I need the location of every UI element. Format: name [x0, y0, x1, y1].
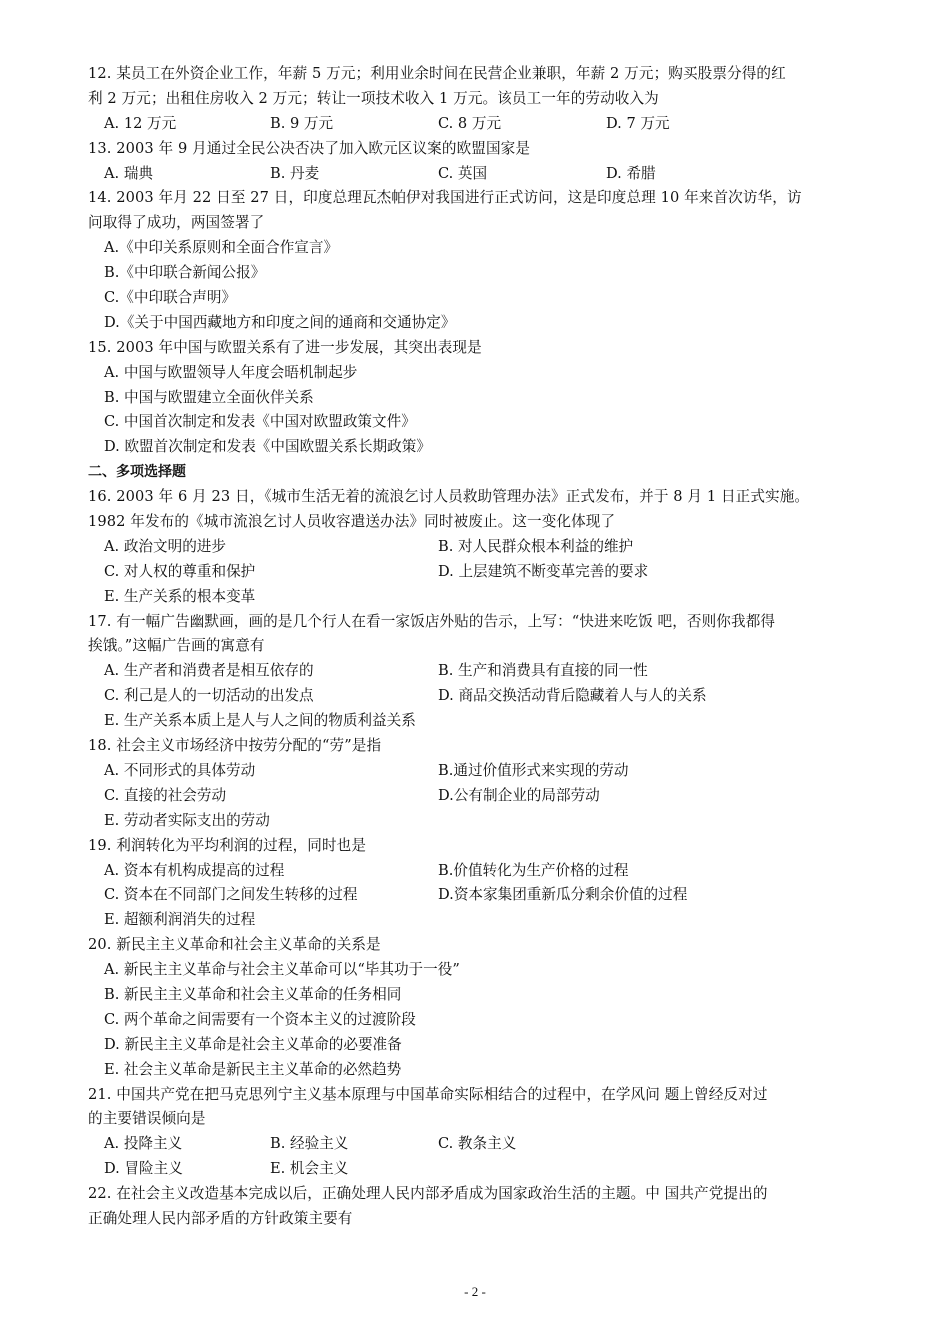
option-e: E. 超额利润消失的过程 — [104, 911, 256, 929]
option-a: A. 瑞典 — [104, 164, 154, 182]
option-a: A. 不同形式的具体劳动 — [104, 761, 256, 779]
option-b: B.价值转化为生产价格的过程 — [438, 861, 629, 879]
question-21-stem-line2: 的主要错误倾向是 — [88, 1110, 206, 1128]
option-b: B. 丹麦 — [270, 164, 320, 182]
section-heading: 二、多项选择题 — [88, 464, 186, 481]
option-d: D. 冒险主义 — [104, 1160, 183, 1178]
question-22-stem-line1: 22. 在社会主义改造基本完成以后，正确处理人民内部矛盾成为国家政治生活的主题。中 国共产党提出的 — [88, 1185, 768, 1203]
option-d: D. 7 万元 — [606, 114, 670, 132]
option-b: B.通过价值形式来实现的劳动 — [438, 761, 629, 779]
option-d: D. 上层建筑不断变革完善的要求 — [438, 562, 649, 580]
question-18-options-row1 — [88, 759, 866, 784]
option-b: B. 中国与欧盟建立全面伙伴关系 — [104, 388, 314, 406]
option-c: C. 两个革命之间需要有一个资本主义的过渡阶段 — [104, 1010, 416, 1028]
option-a: A. 资本有机构成提高的过程 — [104, 861, 285, 879]
question-16-stem-line2: 1982 年发布的《城市流浪乞讨人员收容遣送办法》同时被废止。这一变化体现了 — [88, 513, 616, 531]
question-21-options-row2 — [88, 1157, 866, 1182]
question-17-options-row1 — [88, 659, 866, 684]
question-12-options — [88, 112, 866, 137]
option-c: C. 对人权的尊重和保护 — [104, 562, 256, 580]
option-a: A. 投降主义 — [104, 1135, 183, 1153]
option-c: C. 英国 — [438, 164, 488, 182]
question-12-stem-line1: 12. 某员工在外资企业工作，年薪 5 万元；利用业余时间在民营企业兼职，年薪 2 万元；购买股票分得的红 — [88, 65, 786, 82]
page-number: - 2 - — [464, 1284, 486, 1299]
option-d: D.《关于中国西藏地方和印度之间的通商和交通协定》 — [104, 313, 456, 331]
question-16-options-row1 — [88, 535, 866, 560]
question-17-stem-line1: 17. 有一幅广告幽默画，画的是几个行人在看一家饭店外贴的告示，上写：“快进来吃饭 吧，否则你我都得 — [88, 612, 776, 630]
question-13-options — [88, 162, 866, 187]
question-22-stem-line2: 正确处理人民内部矛盾的方针政策主要有 — [88, 1209, 353, 1227]
option-c: C. 中国首次制定和发表《中国对欧盟政策文件》 — [104, 413, 416, 431]
option-a: A. 政治文明的进步 — [104, 537, 226, 555]
option-a: A. 生产者和消费者是相互依存的 — [104, 662, 314, 680]
question-16-stem-line1: 16. 2003 年 6 月 23 日，《城市生活无着的流浪乞讨人员救助管理办法》正式发布，并于 8 月 1 日正式实施。 — [88, 488, 810, 506]
option-c: C. 资本在不同部门之间发生转移的过程 — [104, 886, 358, 904]
option-d: D. 希腊 — [606, 164, 656, 182]
question-13-stem: 13. 2003 年 9 月通过全民公决否决了加入欧元区议案的欧盟国家是 — [88, 139, 531, 157]
option-d: D. 欧盟首次制定和发表《中国欧盟关系长期政策》 — [104, 438, 431, 456]
question-14-stem-line2: 问取得了成功，两国签署了 — [88, 214, 265, 232]
option-c: C.《中印联合声明》 — [104, 289, 237, 307]
option-a: A. 新民主主义革命与社会主义革命可以“毕其功于一役” — [104, 961, 460, 979]
option-c: C. 直接的社会劳动 — [104, 786, 227, 804]
option-b: B.《中印联合新闻公报》 — [104, 264, 266, 282]
option-a: A. 中国与欧盟领导人年度会晤机制起步 — [104, 363, 358, 381]
question-19-options-row1 — [88, 859, 866, 884]
question-17-options-row2 — [88, 684, 866, 709]
option-b: B. 生产和消费具有直接的同一性 — [438, 662, 648, 680]
question-15-stem: 15. 2003 年中国与欧盟关系有了进一步发展，其突出表现是 — [88, 338, 482, 356]
question-14-stem-line1: 14. 2003 年月 22 日至 27 日，印度总理瓦杰帕伊对我国进行正式访问，这是印度总理 10 年来首次访华，访 — [88, 189, 802, 207]
option-a: A.《中印关系原则和全面合作宣言》 — [104, 239, 339, 257]
question-18-stem: 18. 社会主义市场经济中按劳分配的“劳”是指 — [88, 737, 382, 755]
option-c: C. 教条主义 — [438, 1135, 517, 1153]
question-21-options-row1 — [88, 1132, 866, 1157]
option-b: B. 9 万元 — [270, 114, 334, 132]
option-d: D.公有制企业的局部劳动 — [438, 786, 600, 804]
option-d: D. 商品交换活动背后隐藏着人与人的关系 — [438, 687, 707, 705]
question-18-options-row2 — [88, 784, 866, 809]
option-c: C. 8 万元 — [438, 114, 502, 132]
option-b: B. 新民主主义革命和社会主义革命的任务相同 — [104, 985, 402, 1003]
option-b: B. 经验主义 — [270, 1135, 349, 1153]
option-d: D. 新民主主义革命是社会主义革命的必要准备 — [104, 1035, 402, 1053]
question-19-stem: 19. 利润转化为平均利润的过程，同时也是 — [88, 836, 367, 854]
question-20-stem: 20. 新民主主义革命和社会主义革命的关系是 — [88, 936, 381, 954]
option-b: B. 对人民群众根本利益的维护 — [438, 537, 634, 555]
option-e: E. 生产关系的根本变革 — [104, 587, 256, 605]
question-16-options-row2 — [88, 560, 866, 585]
question-12-stem-line2: 利 2 万元；出租住房收入 2 万元；转让一项技术收入 1 万元。该员工一年的劳动收入为 — [88, 89, 659, 107]
option-e: E. 劳动者实际支出的劳动 — [104, 811, 270, 829]
option-a: A. 12 万元 — [104, 114, 177, 132]
option-c: C. 利己是人的一切活动的出发点 — [104, 687, 314, 705]
question-17-stem-line2: 挨饿。”这幅广告画的寓意有 — [88, 637, 265, 655]
option-e: E. 生产关系本质上是人与人之间的物质利益关系 — [104, 712, 416, 730]
question-21-stem-line1: 21. 中国共产党在把马克思列宁主义基本原理与中国革命实际相结合的过程中，在学风问 题上曾经反对过 — [88, 1085, 768, 1103]
page-content — [88, 62, 866, 1232]
option-d: D.资本家集团重新瓜分剩余价值的过程 — [438, 886, 688, 904]
option-e: E. 社会主义革命是新民主主义革命的必然趋势 — [104, 1060, 402, 1078]
option-e: E. 机会主义 — [270, 1160, 349, 1178]
question-19-options-row2 — [88, 883, 866, 908]
